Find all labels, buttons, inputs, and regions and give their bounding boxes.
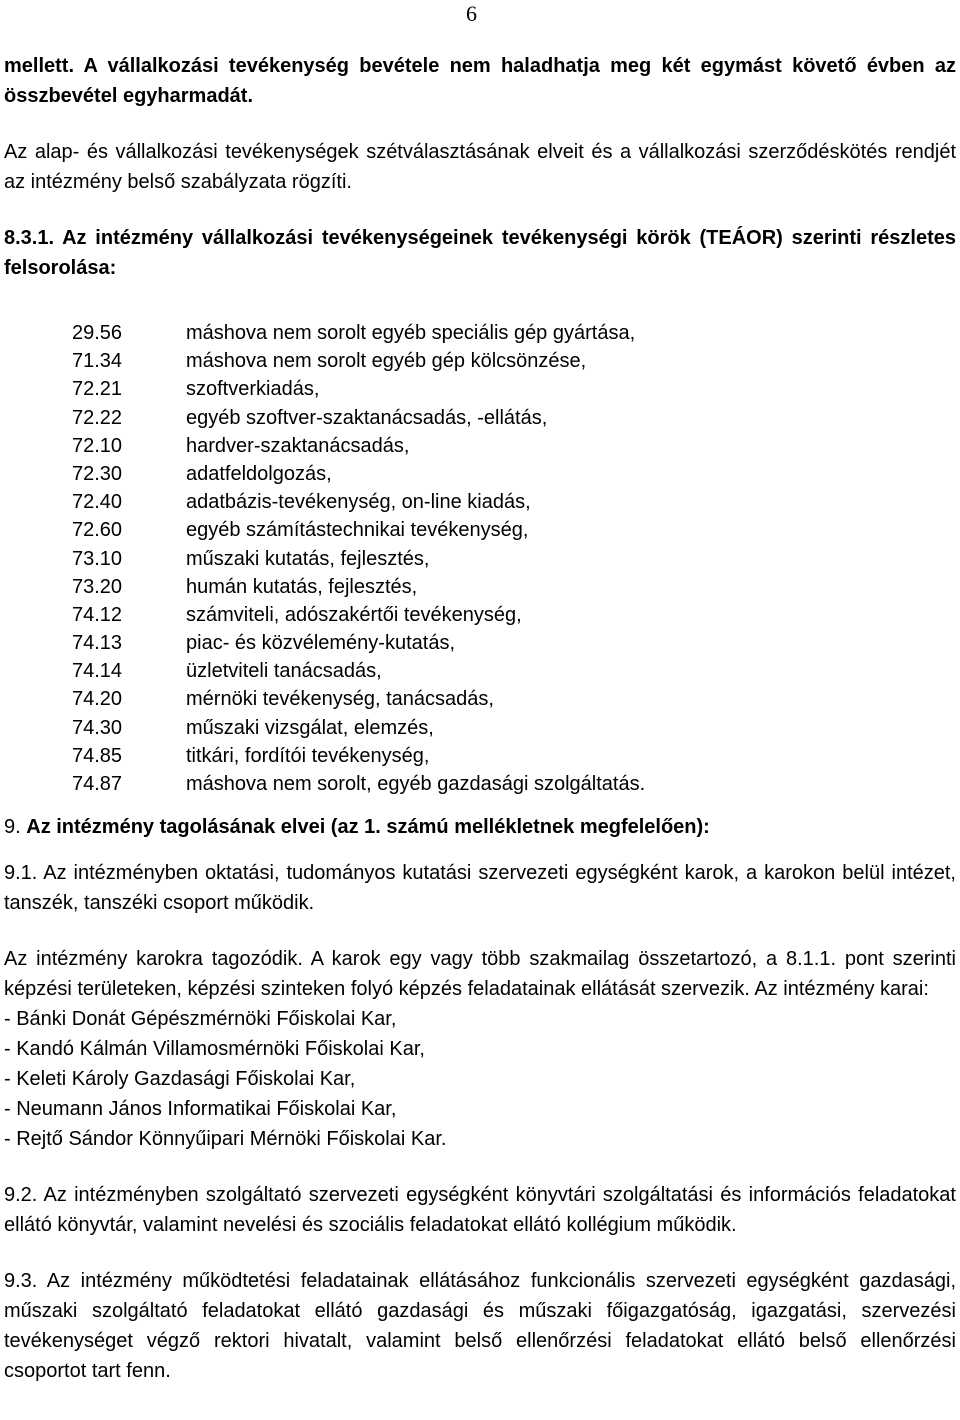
paragraph-faculties-intro: Az intézmény karokra tagozódik. A karok egy vagy több szakmailag összetartozó, a 8.1.1. pont szerinti képzési területeken, képzési szinteken folyó képzés feladatainak ellátását szervezik. Az intézmény karai: xyxy=(4,948,956,1001)
activity-code: 72.22 xyxy=(72,406,123,429)
paragraph-9-2: 9.2. Az intézményben szolgáltató szervezeti egységként könyvtári szolgáltatási és információs feladatokat ellátó könyvtár, valamint nevelési és szociális feladatokat ellátó kollégium működik. xyxy=(4,1184,956,1237)
activity-row xyxy=(72,629,956,657)
activity-row xyxy=(72,714,956,742)
activity-description: hardver-szaktanácsadás, xyxy=(186,434,410,457)
activity-code: 72.40 xyxy=(72,491,123,514)
activity-description: egyéb szoftver-szaktanácsadás, -ellátás, xyxy=(186,406,548,429)
activity-code: 29.56 xyxy=(72,322,123,344)
activity-row xyxy=(72,432,956,460)
activity-row xyxy=(72,404,956,432)
activity-row xyxy=(72,347,956,375)
activity-code: 74.12 xyxy=(72,603,123,626)
activity-description: humán kutatás, fejlesztés, xyxy=(186,575,418,598)
activity-description: mérnöki tevékenység, tanácsadás, xyxy=(186,688,494,711)
activity-code: 74.85 xyxy=(72,744,123,767)
activity-code: 72.10 xyxy=(72,434,123,457)
teaor-activity-list xyxy=(72,319,956,798)
activity-row xyxy=(72,460,956,488)
activity-row xyxy=(72,516,956,544)
section-heading-8-3-1: 8.3.1. Az intézmény vállalkozási tevékenységeinek tevékenységi körök (TEÁOR) szerinti részletes felsorolása: xyxy=(4,227,956,279)
activity-description: adatfeldolgozás, xyxy=(186,462,332,485)
activity-row xyxy=(72,657,956,685)
activity-row xyxy=(72,770,956,798)
activity-description: máshova nem sorolt egyéb gép kölcsönzése, xyxy=(186,350,587,373)
activity-description: piac- és közvélemény-kutatás, xyxy=(186,632,456,655)
page-number: 6 xyxy=(466,1,477,26)
activity-description: titkári, fordítói tevékenység, xyxy=(186,744,430,767)
paragraph-revenue-limit: mellett. A vállalkozási tevékenység bevétele nem haladhatja meg két egymást követő évben az összbevétel egyharmadát. xyxy=(4,55,956,107)
activity-code: 74.13 xyxy=(72,632,123,655)
activity-code: 74.87 xyxy=(72,773,123,795)
activity-code: 71.34 xyxy=(72,350,123,373)
activity-row xyxy=(72,685,956,713)
activity-description: műszaki kutatás, fejlesztés, xyxy=(186,547,430,570)
activity-code: 74.20 xyxy=(72,688,123,711)
activity-description: üzletviteli tanácsadás, xyxy=(186,660,382,683)
faculty-item: - Kandó Kálmán Villamosmérnöki Főiskolai Kar, xyxy=(4,1038,425,1061)
activity-code: 74.30 xyxy=(72,716,123,739)
faculty-item: - Bánki Donát Gépészmérnöki Főiskolai Kar, xyxy=(4,1008,397,1031)
activity-description: egyéb számítástechnikai tevékenység, xyxy=(186,519,529,542)
activity-code: 74.14 xyxy=(72,660,123,683)
activity-row xyxy=(72,545,956,573)
section-heading-9 xyxy=(4,812,956,842)
faculty-item: - Neumann János Informatikai Főiskolai Kar, xyxy=(4,1098,397,1121)
activity-row xyxy=(72,573,956,601)
activity-description: számviteli, adószakértői tevékenység, xyxy=(186,603,522,626)
section-title: Az intézmény tagolásának elvei (az 1. számú mellékletnek megfelelően): xyxy=(26,816,710,839)
activity-code: 72.30 xyxy=(72,462,123,485)
activity-row xyxy=(72,488,956,516)
activity-row xyxy=(72,742,956,770)
activity-description: máshova nem sorolt, egyéb gazdasági szolgáltatás. xyxy=(186,773,646,795)
activity-row xyxy=(72,375,956,403)
activity-row xyxy=(72,319,956,347)
activity-description: műszaki vizsgálat, elemzés, xyxy=(186,716,434,739)
section-number: 9. xyxy=(4,816,21,839)
activity-code: 73.20 xyxy=(72,575,123,598)
activity-code: 72.60 xyxy=(72,519,123,542)
paragraph-9-1: 9.1. Az intézményben oktatási, tudományos kutatási szervezeti egységként karok, a karokon belül intézet, tanszék, tanszéki csoport működik. xyxy=(4,862,956,915)
faculty-item: - Rejtő Sándor Könnyűipari Mérnöki Főiskolai Kar. xyxy=(4,1128,447,1151)
paragraph-9-3: 9.3. Az intézmény működtetési feladatainak ellátásához funkcionális szervezeti egységként gazdasági, műszaki szolgáltató feladatokat ellátó gazdasági és műszaki főigazgatóság, igazgatási, szervezési tevékenységet végző rektori hivatalt, valamint belső ellenőrzési feladatokat ellátó belső ellenőrzési csoportot tart fenn. xyxy=(4,1270,956,1383)
activity-description: máshova nem sorolt egyéb speciális gép gyártása, xyxy=(186,322,636,344)
activity-code: 73.10 xyxy=(72,547,123,570)
activity-code: 72.21 xyxy=(72,378,123,401)
faculty-item: - Keleti Károly Gazdasági Főiskolai Kar, xyxy=(4,1068,356,1091)
page-content xyxy=(4,51,956,1386)
activity-description: adatbázis-tevékenység, on-line kiadás, xyxy=(186,491,531,514)
activity-description: szoftverkiadás, xyxy=(186,378,320,401)
paragraph-separation-rules: Az alap- és vállalkozási tevékenységek szétválasztásának elveit és a vállalkozási szerződéskötés rendjét az intézmény belső szabályzata rögzíti. xyxy=(4,141,956,193)
faculty-list xyxy=(4,1004,956,1154)
activity-row xyxy=(72,601,956,629)
